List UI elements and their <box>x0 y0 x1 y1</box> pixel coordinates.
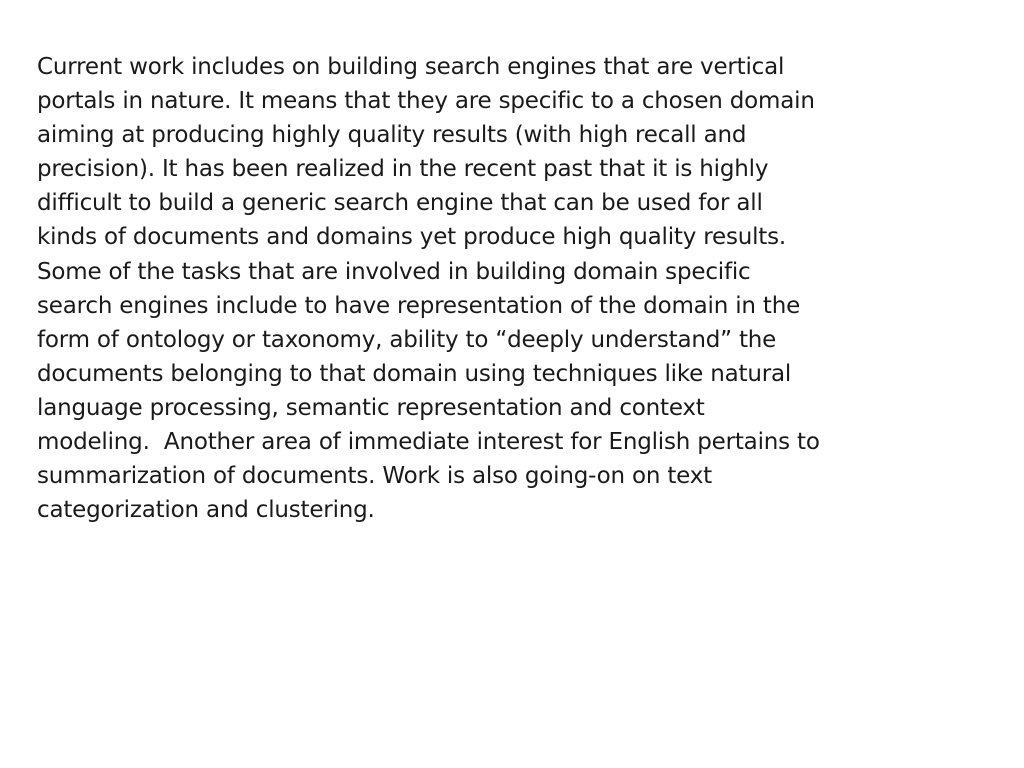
text-line: documents belonging to that domain using techniques like natural <box>37 360 792 387</box>
text-line: modeling. Another area of immediate interest for English pertains to <box>37 429 820 456</box>
text-line: language processing, semantic representation and context <box>37 394 705 421</box>
text-line: kinds of documents and domains yet produce high quality results. <box>37 224 787 251</box>
text-line: difficult to build a generic search engine that can be used for all <box>37 190 763 217</box>
text-line: Current work includes on building search engines that are vertical <box>37 54 785 80</box>
text-line: search engines include to have representation of the domain in the <box>37 292 801 319</box>
text-line: precision). It has been realized in the recent past that it is highly <box>37 156 769 183</box>
text-line: summarization of documents. Work is also going-on on text <box>37 463 712 490</box>
text-line: categorization and clustering. <box>37 497 375 524</box>
body-paragraph <box>37 50 997 527</box>
text-line: form of ontology or taxonomy, ability to “deeply understand” the <box>37 326 777 353</box>
text-line: Some of the tasks that are involved in building domain specific <box>37 258 751 285</box>
text-line: portals in nature. It means that they are specific to a chosen domain <box>37 88 815 115</box>
text-line: aiming at producing highly quality results (with high recall and <box>37 122 747 149</box>
